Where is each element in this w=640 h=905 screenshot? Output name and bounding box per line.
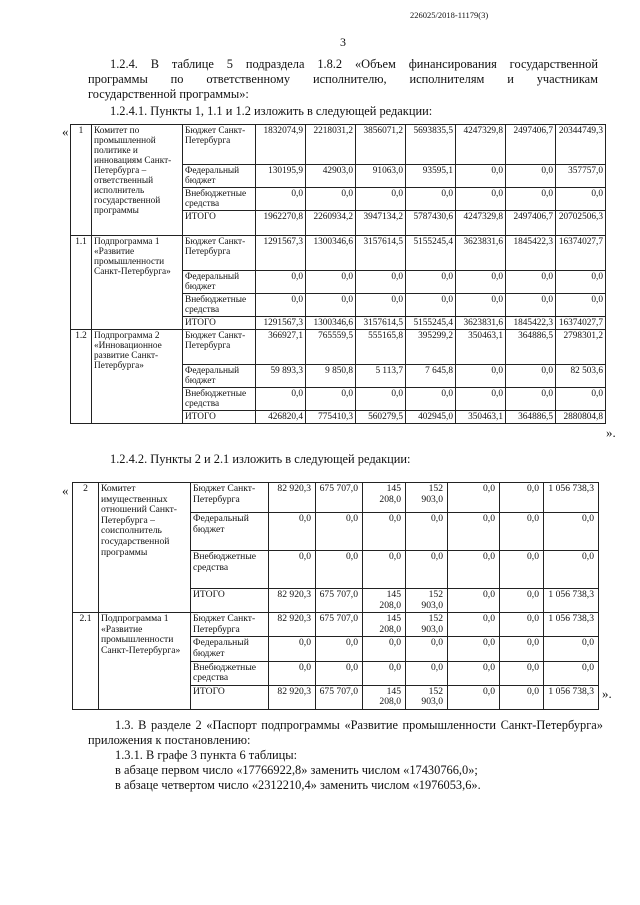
amount-cell: 93595,1 xyxy=(406,165,456,188)
amount-cell: 1845422,3 xyxy=(506,317,556,330)
funding-source: Федеральный бюджет xyxy=(183,365,256,388)
amount-cell: 1962270,8 xyxy=(256,211,306,236)
table-row xyxy=(73,483,599,513)
amount-cell: 0,0 xyxy=(456,188,506,211)
amount-cell: 1 056 738,3 xyxy=(544,483,599,513)
amount-cell: 0,0 xyxy=(406,388,456,411)
amount-cell: 82 503,6 xyxy=(556,365,606,388)
amount-cell: 2798301,2 xyxy=(556,330,606,365)
amount-cell: 0,0 xyxy=(406,294,456,317)
amount-cell: 0,0 xyxy=(556,388,606,411)
amount-cell: 0,0 xyxy=(256,188,306,211)
amount-cell: 130195,9 xyxy=(256,165,306,188)
amount-cell: 0,0 xyxy=(556,271,606,294)
amount-cell: 0,0 xyxy=(256,388,306,411)
paragraph-abzac-first: в абзаце первом число «17766922,8» заменить числом «17430766,0»; xyxy=(115,763,478,777)
amount-cell: 364886,5 xyxy=(506,411,556,424)
amount-cell: 152 903,0 xyxy=(406,685,448,709)
amount-cell: 5787430,6 xyxy=(406,211,456,236)
amount-cell: 0,0 xyxy=(406,271,456,294)
amount-cell: 0,0 xyxy=(448,661,500,685)
amount-cell: 1 056 738,3 xyxy=(544,589,599,613)
amount-cell: 0,0 xyxy=(506,165,556,188)
amount-cell: 0,0 xyxy=(316,551,363,589)
funding-source: Внебюджетные средства xyxy=(191,661,269,685)
amount-cell: 145 208,0 xyxy=(363,613,406,637)
amount-cell: 82 920,3 xyxy=(269,613,316,637)
amount-cell: 5693835,5 xyxy=(406,125,456,165)
funding-source: Бюджет Санкт-Петербурга xyxy=(183,236,256,271)
amount-cell: 426820,4 xyxy=(256,411,306,424)
amount-cell: 765559,5 xyxy=(306,330,356,365)
amount-cell: 1 056 738,3 xyxy=(544,613,599,637)
funding-source: ИТОГО xyxy=(183,211,256,236)
amount-cell: 0,0 xyxy=(506,388,556,411)
amount-cell: 0,0 xyxy=(500,613,544,637)
funding-source: Внебюджетные средства xyxy=(183,188,256,211)
amount-cell: 16374027,7 xyxy=(556,317,606,330)
amount-cell: 0,0 xyxy=(316,637,363,661)
amount-cell: 152 903,0 xyxy=(406,483,448,513)
amount-cell: 0,0 xyxy=(316,661,363,685)
funding-source: Внебюджетные средства xyxy=(183,294,256,317)
amount-cell: 2497406,7 xyxy=(506,125,556,165)
funding-source: Федеральный бюджет xyxy=(191,513,269,551)
table1-open-quote: « xyxy=(62,124,69,139)
amount-cell: 0,0 xyxy=(363,513,406,551)
amount-cell: 675 707,0 xyxy=(316,685,363,709)
amount-cell: 0,0 xyxy=(500,483,544,513)
amount-cell: 402945,0 xyxy=(406,411,456,424)
funding-source: Внебюджетные средства xyxy=(191,551,269,589)
amount-cell: 3947134,2 xyxy=(356,211,406,236)
amount-cell: 0,0 xyxy=(506,294,556,317)
table2-close-quote: ». xyxy=(602,686,612,701)
item-number: 1.1 xyxy=(71,236,92,330)
amount-cell: 82 920,3 xyxy=(269,589,316,613)
amount-cell: 0,0 xyxy=(500,637,544,661)
amount-cell: 42903,0 xyxy=(306,165,356,188)
funding-source: Бюджет Санкт-Петербурга xyxy=(183,125,256,165)
item-name: Комитет по промышленной политике и инновациям Санкт-Петербурга – ответственный исполнитель государственной программы xyxy=(92,125,183,236)
amount-cell: 1832074,9 xyxy=(256,125,306,165)
amount-cell: 0,0 xyxy=(406,661,448,685)
amount-cell: 0,0 xyxy=(544,661,599,685)
amount-cell: 0,0 xyxy=(316,513,363,551)
item-number: 2 xyxy=(73,483,99,613)
amount-cell: 1300346,6 xyxy=(306,236,356,271)
amount-cell: 0,0 xyxy=(356,271,406,294)
amount-cell: 0,0 xyxy=(556,294,606,317)
amount-cell: 5155245,4 xyxy=(406,317,456,330)
amount-cell: 3157614,5 xyxy=(356,317,406,330)
amount-cell: 0,0 xyxy=(456,271,506,294)
page-number: 3 xyxy=(340,35,346,49)
amount-cell: 0,0 xyxy=(544,551,599,589)
amount-cell: 145 208,0 xyxy=(363,589,406,613)
funding-source: Федеральный бюджет xyxy=(191,637,269,661)
amount-cell: 0,0 xyxy=(500,661,544,685)
amount-cell: 59 893,3 xyxy=(256,365,306,388)
amount-cell: 0,0 xyxy=(256,271,306,294)
item-name: Комитет имущественных отношений Санкт-Петербурга – соисполнитель государственной программы xyxy=(99,483,191,613)
amount-cell: 366927,1 xyxy=(256,330,306,365)
amount-cell: 0,0 xyxy=(506,365,556,388)
amount-cell: 0,0 xyxy=(406,637,448,661)
amount-cell: 0,0 xyxy=(500,685,544,709)
amount-cell: 0,0 xyxy=(500,513,544,551)
amount-cell: 395299,2 xyxy=(406,330,456,365)
document-number: 226025/2018-11179(3) xyxy=(410,10,489,20)
amount-cell: 0,0 xyxy=(556,188,606,211)
amount-cell: 555165,8 xyxy=(356,330,406,365)
item-name: Подпрограмма 1 «Развитие промышленности Санкт-Петербурга» xyxy=(99,613,191,710)
amount-cell: 775410,3 xyxy=(306,411,356,424)
funding-source: Бюджет Санкт-Петербурга xyxy=(191,613,269,637)
amount-cell: 1300346,6 xyxy=(306,317,356,330)
amount-cell: 16374027,7 xyxy=(556,236,606,271)
paragraph-abzac-fourth: в абзаце четвертом число «2312210,4» заменить числом «1976053,6». xyxy=(115,778,481,792)
funding-source: ИТОГО xyxy=(183,317,256,330)
amount-cell: 4247329,8 xyxy=(456,125,506,165)
item-number: 2.1 xyxy=(73,613,99,710)
amount-cell: 0,0 xyxy=(406,513,448,551)
amount-cell: 0,0 xyxy=(356,388,406,411)
table2-open-quote: « xyxy=(62,483,69,498)
amount-cell: 0,0 xyxy=(544,637,599,661)
table-row xyxy=(71,330,606,365)
amount-cell: 1 056 738,3 xyxy=(544,685,599,709)
amount-cell: 3157614,5 xyxy=(356,236,406,271)
funding-source: Бюджет Санкт-Петербурга xyxy=(183,330,256,365)
funding-source: Федеральный бюджет xyxy=(183,165,256,188)
amount-cell: 9 850,8 xyxy=(306,365,356,388)
amount-cell: 0,0 xyxy=(448,513,500,551)
amount-cell: 82 920,3 xyxy=(269,685,316,709)
funding-table-1 xyxy=(70,124,606,424)
table-row xyxy=(73,613,599,637)
amount-cell: 1291567,3 xyxy=(256,236,306,271)
paragraph-1-3-line-2: приложения к постановлению: xyxy=(88,733,251,747)
item-name: Подпрограмма 1 «Развитие промышленности Санкт-Петербурга» xyxy=(92,236,183,330)
amount-cell: 5155245,4 xyxy=(406,236,456,271)
amount-cell: 0,0 xyxy=(306,188,356,211)
amount-cell: 152 903,0 xyxy=(406,613,448,637)
amount-cell: 4247329,8 xyxy=(456,211,506,236)
amount-cell: 675 707,0 xyxy=(316,589,363,613)
amount-cell: 0,0 xyxy=(456,365,506,388)
amount-cell: 0,0 xyxy=(269,661,316,685)
amount-cell: 350463,1 xyxy=(456,411,506,424)
amount-cell: 0,0 xyxy=(363,551,406,589)
amount-cell: 20702506,3 xyxy=(556,211,606,236)
table-row xyxy=(71,125,606,165)
amount-cell: 91063,0 xyxy=(356,165,406,188)
paragraph-1-2-4-2: 1.2.4.2. Пункты 2 и 2.1 изложить в следующей редакции: xyxy=(110,452,411,466)
amount-cell: 0,0 xyxy=(456,294,506,317)
paragraph-1-3-line-1: 1.3. В разделе 2 «Паспорт подпрограммы «Развитие промышленности Санкт-Петербурга» xyxy=(115,718,603,732)
amount-cell: 0,0 xyxy=(456,388,506,411)
paragraph-1-2-4-1: 1.2.4.1. Пункты 1, 1.1 и 1.2 изложить в следующей редакции: xyxy=(110,104,433,118)
amount-cell: 0,0 xyxy=(356,294,406,317)
table1-close-quote: ». xyxy=(606,425,616,440)
table-row xyxy=(71,236,606,271)
funding-source: Внебюджетные средства xyxy=(183,388,256,411)
amount-cell: 0,0 xyxy=(406,188,456,211)
amount-cell: 20344749,3 xyxy=(556,125,606,165)
amount-cell: 675 707,0 xyxy=(316,483,363,513)
funding-source: Бюджет Санкт-Петербурга xyxy=(191,483,269,513)
amount-cell: 0,0 xyxy=(363,661,406,685)
amount-cell: 357757,0 xyxy=(556,165,606,188)
amount-cell: 0,0 xyxy=(448,483,500,513)
amount-cell: 2218031,2 xyxy=(306,125,356,165)
amount-cell: 0,0 xyxy=(356,188,406,211)
amount-cell: 0,0 xyxy=(269,513,316,551)
amount-cell: 0,0 xyxy=(363,637,406,661)
amount-cell: 145 208,0 xyxy=(363,685,406,709)
paragraph-1-2-4-line-2: программы по ответственному исполнителю, исполнителям и участникам xyxy=(88,72,598,86)
amount-cell: 0,0 xyxy=(448,637,500,661)
amount-cell: 82 920,3 xyxy=(269,483,316,513)
paragraph-1-3-1: 1.3.1. В графе 3 пункта 6 таблицы: xyxy=(115,748,298,762)
amount-cell: 2880804,8 xyxy=(556,411,606,424)
funding-source: ИТОГО xyxy=(191,589,269,613)
amount-cell: 0,0 xyxy=(456,165,506,188)
item-name: Подпрограмма 2 «Инновационное развитие Санкт-Петербурга» xyxy=(92,330,183,424)
amount-cell: 0,0 xyxy=(500,551,544,589)
amount-cell: 0,0 xyxy=(269,637,316,661)
paragraph-1-2-4-line-1: 1.2.4. В таблице 5 подраздела 1.8.2 «Объем финансирования государственной xyxy=(110,57,598,71)
paragraph-1-2-4-line-3: государственной программы»: xyxy=(88,87,249,101)
amount-cell: 0,0 xyxy=(406,551,448,589)
amount-cell: 1845422,3 xyxy=(506,236,556,271)
amount-cell: 0,0 xyxy=(506,188,556,211)
amount-cell: 560279,5 xyxy=(356,411,406,424)
amount-cell: 0,0 xyxy=(544,513,599,551)
funding-source: ИТОГО xyxy=(191,685,269,709)
amount-cell: 3856071,2 xyxy=(356,125,406,165)
amount-cell: 3623831,6 xyxy=(456,236,506,271)
amount-cell: 0,0 xyxy=(448,551,500,589)
amount-cell: 7 645,8 xyxy=(406,365,456,388)
amount-cell: 0,0 xyxy=(256,294,306,317)
amount-cell: 0,0 xyxy=(500,589,544,613)
amount-cell: 152 903,0 xyxy=(406,589,448,613)
funding-source: Федеральный бюджет xyxy=(183,271,256,294)
amount-cell: 364886,5 xyxy=(506,330,556,365)
funding-source: ИТОГО xyxy=(183,411,256,424)
funding-table-2 xyxy=(72,482,599,710)
item-number: 1 xyxy=(71,125,92,236)
amount-cell: 0,0 xyxy=(448,613,500,637)
amount-cell: 0,0 xyxy=(269,551,316,589)
amount-cell: 2497406,7 xyxy=(506,211,556,236)
amount-cell: 1291567,3 xyxy=(256,317,306,330)
amount-cell: 0,0 xyxy=(306,388,356,411)
amount-cell: 2260934,2 xyxy=(306,211,356,236)
amount-cell: 0,0 xyxy=(306,271,356,294)
amount-cell: 0,0 xyxy=(306,294,356,317)
amount-cell: 350463,1 xyxy=(456,330,506,365)
amount-cell: 0,0 xyxy=(448,685,500,709)
amount-cell: 145 208,0 xyxy=(363,483,406,513)
amount-cell: 3623831,6 xyxy=(456,317,506,330)
amount-cell: 0,0 xyxy=(448,589,500,613)
amount-cell: 675 707,0 xyxy=(316,613,363,637)
amount-cell: 5 113,7 xyxy=(356,365,406,388)
amount-cell: 0,0 xyxy=(506,271,556,294)
item-number: 1.2 xyxy=(71,330,92,424)
